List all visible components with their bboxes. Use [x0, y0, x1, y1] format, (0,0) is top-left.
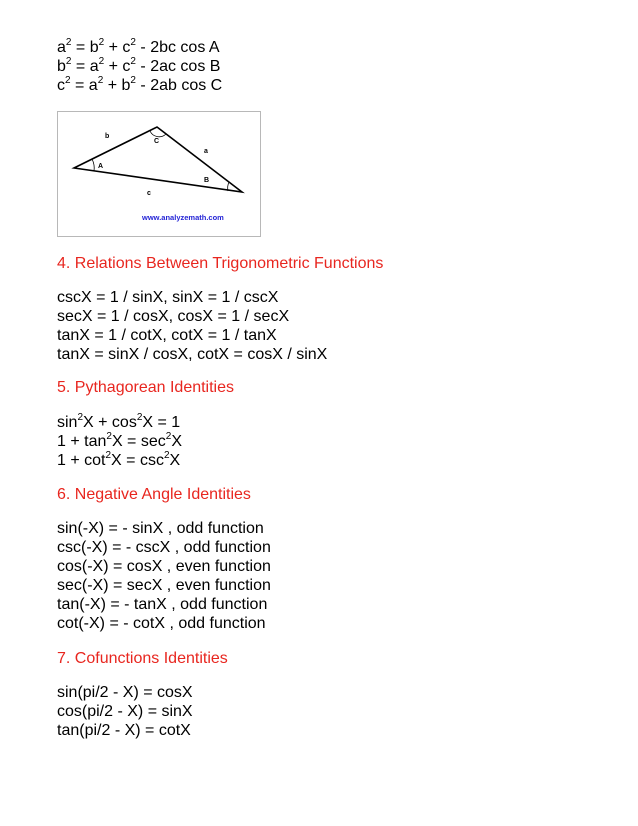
vertex-b-label: B: [204, 177, 210, 184]
section-4-heading: 4. Relations Between Trigonometric Functions: [57, 255, 384, 272]
section-5-heading: 5. Pythagorean Identities: [57, 379, 235, 396]
pythagorean-identity: $1 + \tan^2X = \sec^2X$: [57, 431, 182, 450]
law-of-cosines-b: $b^2 = a^2 + c^2 - 2ac$ cos B: [57, 56, 221, 75]
section-4-line: tanX = sinX / cosX, cotX = cosX / sinX: [57, 346, 328, 363]
law-of-cosines-a: $a^2 = b^2 + c^2 - 2bc$ cos A: [57, 37, 220, 56]
section-6-line: csc(-X) = - cscX , odd function: [57, 539, 271, 556]
section-6-line: cot(-X) = - cotX , odd function: [57, 615, 266, 632]
section-6-line: tan(-X) = - tanX , odd function: [57, 596, 268, 613]
section-6-line: sec(-X) = secX , even function: [57, 577, 271, 594]
pythagorean-identity: $1 + \cot^2X = \csc^2X$: [57, 450, 181, 469]
law-of-cosines-c: $c^2 = a^2 + b^2 - 2ab$ cos C: [57, 75, 223, 94]
section-4-line: tanX = 1 / cotX, cotX = 1 / tanX: [57, 327, 277, 344]
section-7-line: tan(pi/2 - X) = cotX: [57, 722, 191, 739]
section-7-line: cos(pi/2 - X) = sinX: [57, 703, 193, 720]
triangle-diagram: [58, 112, 262, 238]
angle-a-arc: [92, 159, 94, 171]
section-6-heading: 6. Negative Angle Identities: [57, 486, 251, 503]
vertex-a-label: A: [98, 163, 104, 170]
section-6-line: cos(-X) = cosX , even function: [57, 558, 271, 575]
triangle-figure: [57, 111, 261, 237]
section-6-line: sin(-X) = - sinX , odd function: [57, 520, 264, 537]
section-4-line: cscX = 1 / sinX, sinX = 1 / cscX: [57, 289, 279, 306]
vertex-c-label: C: [154, 138, 160, 145]
section-7-line: sin(pi/2 - X) = cosX: [57, 684, 193, 701]
section-4-line: secX = 1 / cosX, cosX = 1 / secX: [57, 308, 290, 325]
side-c-label: c: [147, 190, 151, 197]
section-7-heading: 7. Cofunctions Identities: [57, 650, 228, 667]
figure-source-url: www.analyzemath.com: [142, 213, 224, 222]
side-a-label: a: [204, 148, 208, 155]
side-b-label: b: [105, 133, 110, 140]
pythagorean-identity: $\sin^2X + \cos^2X = 1$: [57, 412, 181, 431]
